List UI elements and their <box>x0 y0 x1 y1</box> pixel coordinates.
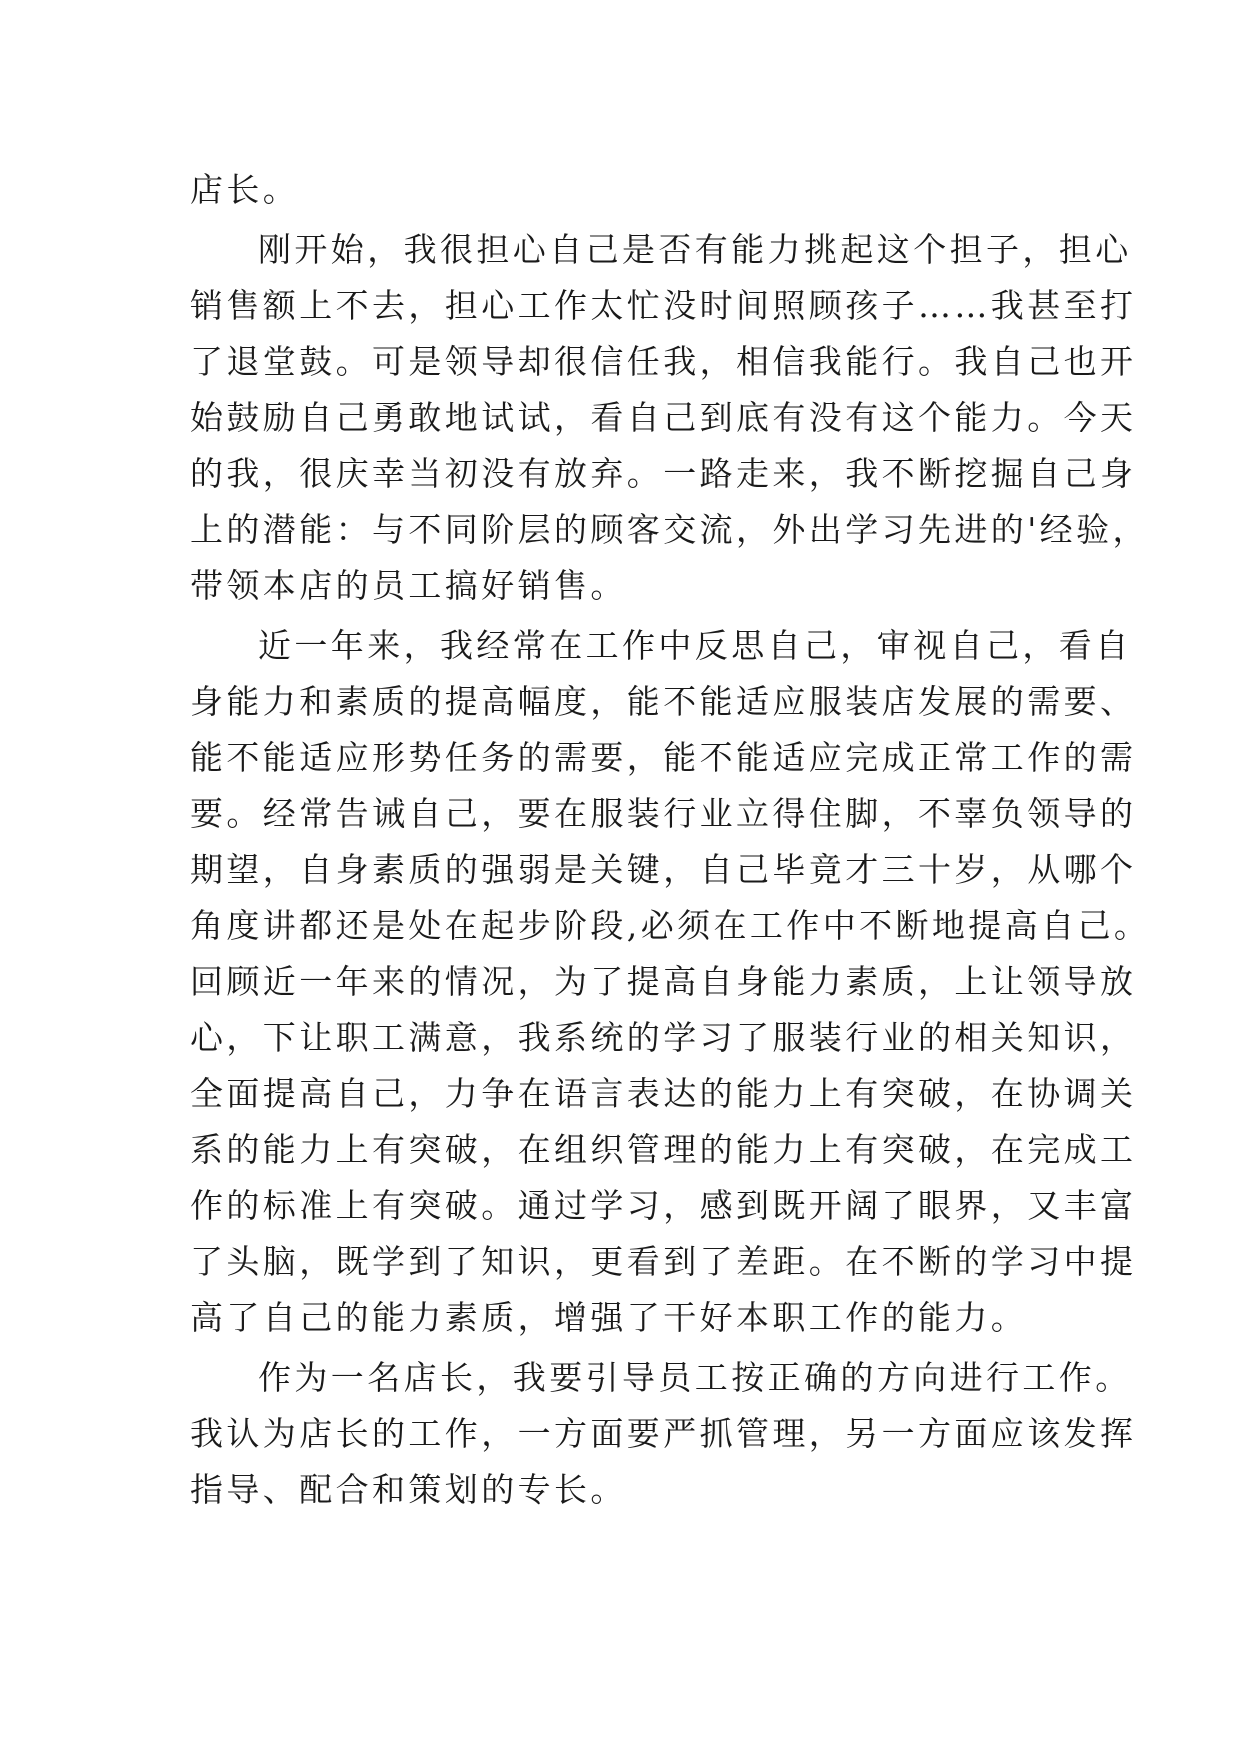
text-line: 系的能力上有突破，在组织管理的能力上有突破，在完成工 <box>190 1130 1137 1169</box>
text-line: 作为一名店长，我要引导员工按正确的方向进行工作。 <box>258 1358 1132 1397</box>
text-line: 高了自己的能力素质，增强了干好本职工作的能力。 <box>190 1298 1028 1337</box>
text-line: 了头脑，既学到了知识，更看到了差距。在不断的学习中提 <box>190 1242 1137 1281</box>
text-line: 角度讲都还是处在起步阶段,必须在工作中不断地提高自己。 <box>190 906 1151 945</box>
paragraph <box>190 222 1149 614</box>
paragraph <box>190 1350 1137 1518</box>
text-line: 全面提高自己，力争在语言表达的能力上有突破，在协调关 <box>190 1074 1137 1113</box>
text-line: 期望，自身素质的强弱是关键，自己毕竟才三十岁，从哪个 <box>190 850 1137 889</box>
text-line: 心，下让职工满意，我系统的学习了服装行业的相关知识， <box>190 1018 1137 1057</box>
paragraph <box>190 162 1066 218</box>
text-line: 我认为店长的工作，一方面要严抓管理，另一方面应该发挥 <box>190 1414 1137 1453</box>
text-line: 销售额上不去，担心工作太忙没时间照顾孩子……我甚至打 <box>190 286 1137 325</box>
paragraph <box>190 618 1151 1346</box>
text-line: 近一年来，我经常在工作中反思自己，审视自己，看自 <box>258 626 1132 665</box>
text-line: 作的标准上有突破。通过学习，感到既开阔了眼界，又丰富 <box>190 1186 1137 1225</box>
text-line: 了退堂鼓。可是领导却很信任我，相信我能行。我自己也开 <box>190 342 1137 381</box>
text-line: 店长。 <box>190 170 300 209</box>
text-line: 上的潜能：与不同阶层的顾客交流，外出学习先进的'经验， <box>190 510 1149 549</box>
text-line: 回顾近一年来的情况，为了提高自身能力素质，上让领导放 <box>190 962 1137 1001</box>
text-line: 刚开始，我很担心自己是否有能力挑起这个担子，担心 <box>258 230 1132 269</box>
document-body <box>190 162 1151 1518</box>
text-line: 要。经常告诫自己，要在服装行业立得住脚，不辜负领导的 <box>190 794 1137 833</box>
text-line: 身能力和素质的提高幅度，能不能适应服装店发展的需要、 <box>190 682 1137 721</box>
text-line: 始鼓励自己勇敢地试试，看自己到底有没有这个能力。今天 <box>190 398 1137 437</box>
text-line: 能不能适应形势任务的需要，能不能适应完成正常工作的需 <box>190 738 1137 777</box>
text-line: 带领本店的员工搞好销售。 <box>190 566 627 605</box>
text-line: 的我，很庆幸当初没有放弃。一路走来，我不断挖掘自己身 <box>190 454 1137 493</box>
text-line: 指导、配合和策划的专长。 <box>190 1470 627 1509</box>
